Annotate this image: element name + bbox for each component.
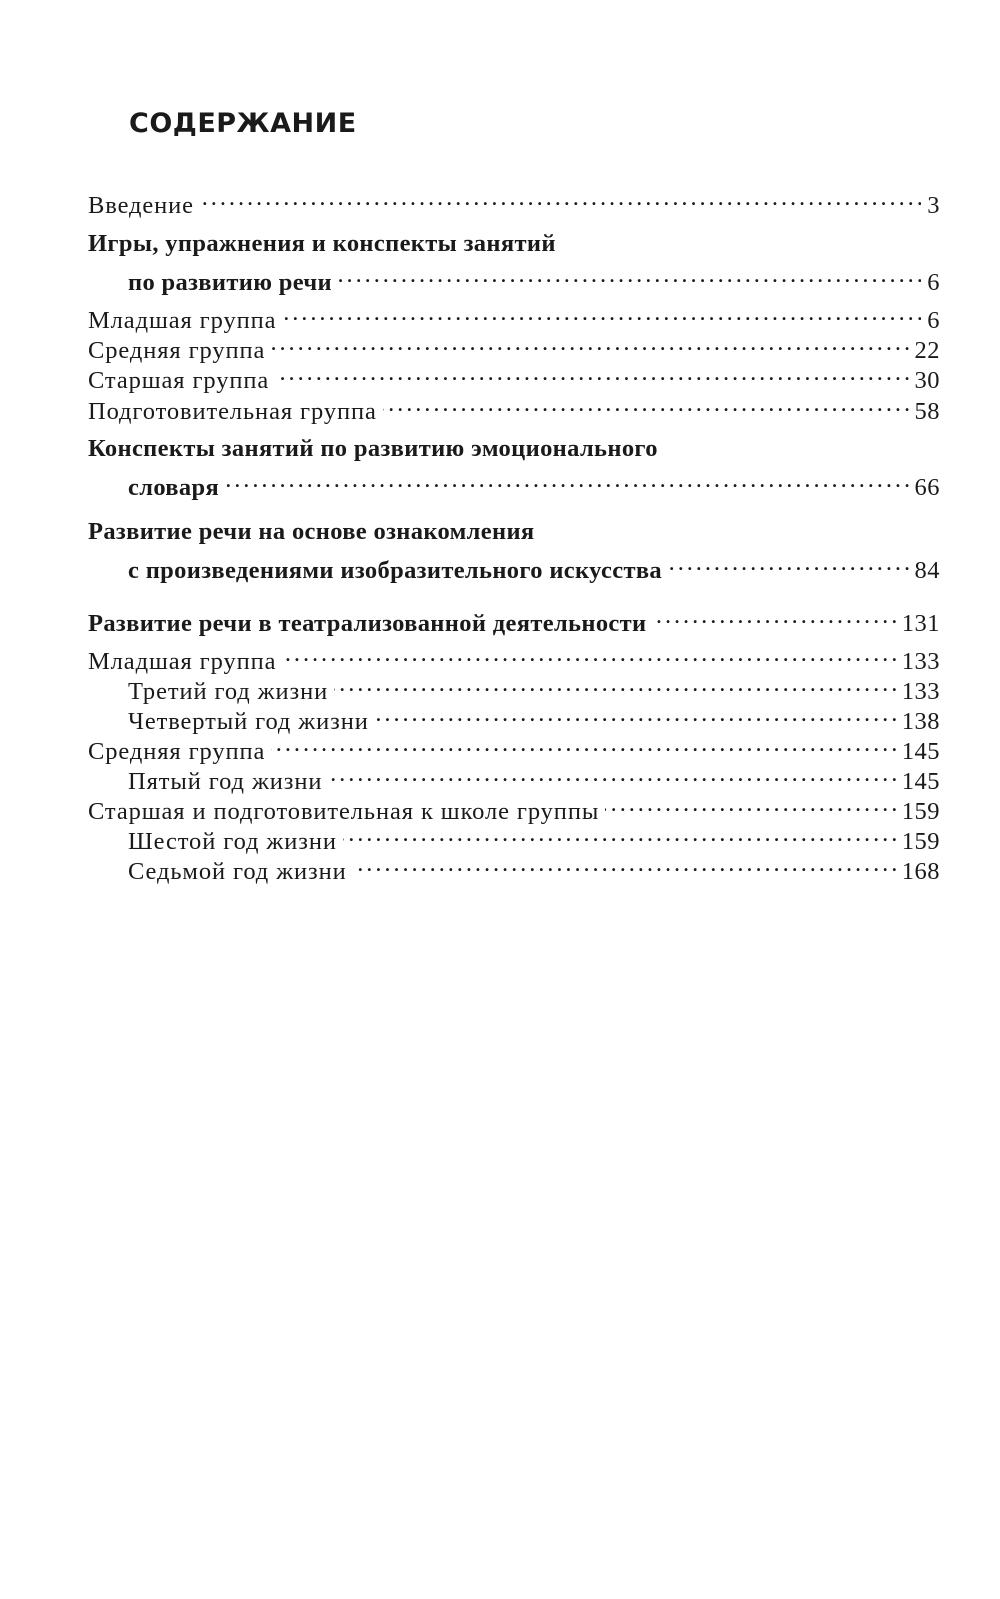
- toc-entry-title: Младшая группа: [88, 307, 277, 334]
- dot-leader: [343, 819, 896, 849]
- toc-entry-page: 159: [901, 828, 940, 855]
- dot-leader: [282, 298, 921, 328]
- toc-entry-sixth-year[interactable]: [88, 819, 940, 855]
- toc-heading: СОДЕРЖАНИЕ: [129, 108, 357, 139]
- toc-entry-page: 6: [927, 307, 940, 334]
- dot-leader: [282, 639, 895, 669]
- toc-entry-page: 133: [901, 648, 940, 675]
- toc-entry-title: Средняя группа: [88, 337, 266, 364]
- toc-entry-title: Пятый год жизни: [128, 768, 323, 795]
- toc-entry-title: с произведениями изобразительного искусства: [128, 557, 663, 584]
- dot-leader: [383, 389, 909, 419]
- toc-entry-preparatory-group[interactable]: [88, 389, 940, 425]
- dot-leader: [605, 789, 896, 819]
- dot-leader: [225, 465, 908, 495]
- dot-leader: [668, 548, 908, 578]
- toc-section-title-line1[interactable]: Конспекты занятий по развитию эмоционального: [88, 435, 658, 462]
- toc-entry-page: 58: [914, 398, 940, 425]
- toc-entry-middle-group-2[interactable]: [88, 729, 940, 765]
- dot-leader: [275, 358, 908, 388]
- toc-entry-page: 145: [901, 768, 940, 795]
- toc-entry-page: 84: [914, 557, 940, 584]
- toc-entry-senior-preparatory-groups[interactable]: [88, 789, 940, 825]
- toc-entry-junior-group[interactable]: [88, 298, 940, 334]
- toc-section-title-line1[interactable]: Игры, упражнения и конспекты занятий: [88, 230, 556, 257]
- toc-entry-fourth-year[interactable]: [88, 699, 940, 735]
- toc-entry-title: по развитию речи: [128, 269, 332, 296]
- toc-entry-page: 159: [901, 798, 940, 825]
- toc-entry-seventh-year[interactable]: [88, 849, 940, 885]
- toc-section-title-line1[interactable]: Развитие речи на основе ознакомления: [88, 518, 535, 545]
- dot-leader: [328, 759, 895, 789]
- toc-entry-emotional-vocabulary[interactable]: [88, 465, 940, 501]
- toc-entry-title: Младшая группа: [88, 648, 277, 675]
- toc-entry-title: Введение: [88, 192, 194, 219]
- toc-entry-title: Старшая и подготовительная к школе группы: [88, 798, 600, 825]
- dot-leader: [353, 849, 896, 879]
- toc-entry-title: Подготовительная группа: [88, 398, 377, 425]
- toc-entry-title: Развитие речи в театрализованной деятельности: [88, 610, 647, 637]
- dot-leader: [338, 260, 921, 290]
- toc-entry-page: 6: [927, 269, 940, 296]
- toc-entry-title: Старшая группа: [88, 367, 270, 394]
- dot-leader: [334, 669, 896, 699]
- dot-leader: [271, 328, 908, 358]
- toc-entry-games-exercises[interactable]: [88, 260, 940, 296]
- toc-entry-title: словаря: [128, 474, 220, 501]
- toc-entry-title: Седьмой год жизни: [128, 858, 347, 885]
- toc-entry-title: Средняя группа: [88, 738, 266, 765]
- toc-entry-third-year[interactable]: [88, 669, 940, 705]
- toc-entry-page: 66: [914, 474, 940, 501]
- toc-entry-page: 138: [901, 708, 940, 735]
- toc-entry-junior-group-2[interactable]: [88, 639, 940, 675]
- toc-entry-page: 22: [914, 337, 940, 364]
- dot-leader: [200, 183, 921, 213]
- dot-leader: [375, 699, 896, 729]
- toc-entry-theatrical-activity[interactable]: [88, 601, 940, 637]
- toc-entry-page: 168: [901, 858, 940, 885]
- toc-entry-page: 30: [914, 367, 940, 394]
- toc-entry-title: Четвертый год жизни: [128, 708, 369, 735]
- toc-entry-fine-arts[interactable]: [88, 548, 940, 584]
- toc-entry-page: 131: [901, 610, 940, 637]
- toc-entry-title: Третий год жизни: [128, 678, 329, 705]
- toc-entry-fifth-year[interactable]: [88, 759, 940, 795]
- toc-entry-senior-group[interactable]: [88, 358, 940, 394]
- toc-entry-middle-group[interactable]: [88, 328, 940, 364]
- toc-entry-title: Шестой год жизни: [128, 828, 337, 855]
- toc-entry-page: 145: [901, 738, 940, 765]
- toc-entry-introduction[interactable]: [88, 183, 940, 219]
- dot-leader: [271, 729, 895, 759]
- dot-leader: [653, 601, 896, 631]
- toc-entry-page: 133: [901, 678, 940, 705]
- toc-entry-page: 3: [927, 192, 940, 219]
